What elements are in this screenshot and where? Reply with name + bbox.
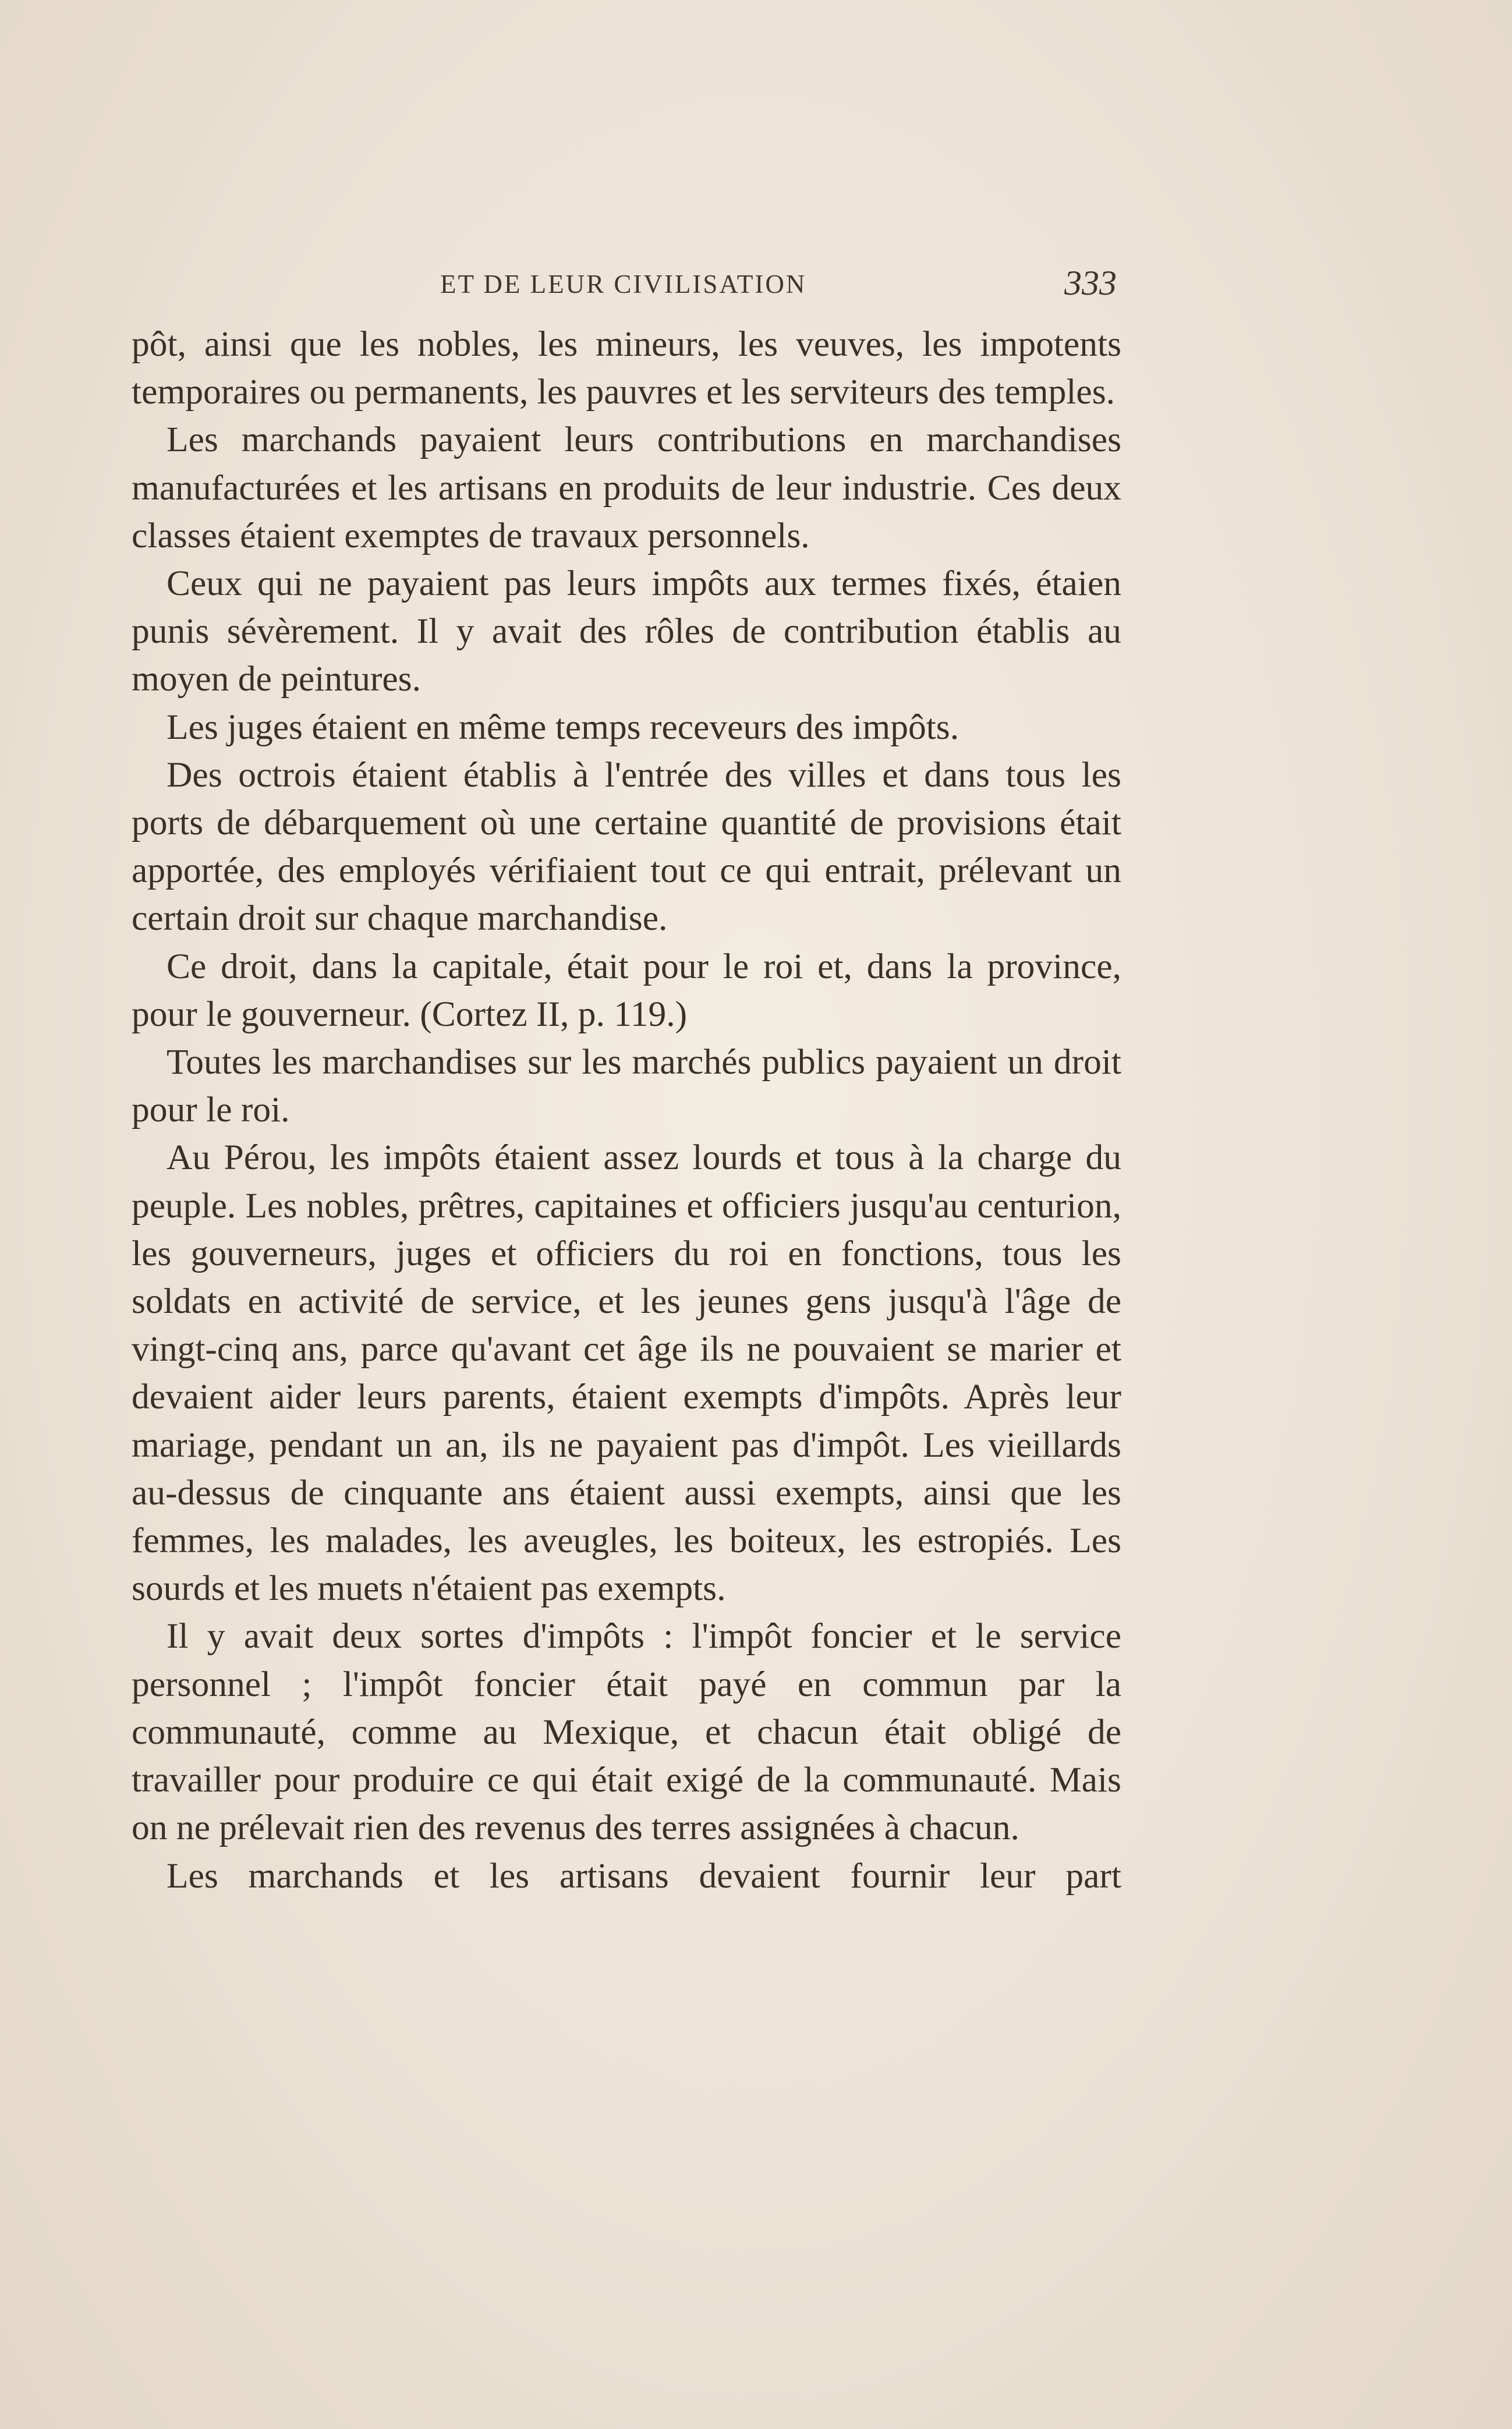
paragraph: pôt, ainsi que les nobles, les mineurs, les veuves, les impotents temporaires ou permanents, les pauvres et les serviteurs des temples. xyxy=(132,324,1121,412)
body-text xyxy=(132,320,1121,1900)
page-header xyxy=(133,263,1117,305)
paragraph: Des octrois étaient établis à l'entrée des villes et dans tous les ports de débarquement où une certaine quantité de provisions était apportée, des employés vérifiaient tout ce qui entrait, prélevant un certain droit sur chaque marchandise. xyxy=(132,755,1121,939)
page-number: 333 xyxy=(1064,264,1117,302)
paragraph: Les juges étaient en même temps receveurs des impôts. xyxy=(167,707,959,747)
paragraph: Ce droit, dans la capitale, était pour le roi et, dans la province, pour le gouverneur. (Cortez II, p. 119.) xyxy=(132,946,1121,1034)
paragraph: Les marchands payaient leurs contributions en marchandises manufacturées et les artisans en produits de leur industrie. Ces deux classes étaient exemptes de travaux personnels. xyxy=(132,420,1121,555)
paragraph: Les marchands et les artisans devaient fournir leur part xyxy=(167,1856,1121,1896)
running-title: ET DE LEUR CIVILISATION xyxy=(440,270,807,299)
paragraph: Au Pérou, les impôts étaient assez lourds et tous à la charge du peuple. Les nobles, prêtres, capitaines et officiers jusqu'au centurion, les gouverneurs, juges et officiers du roi en fonctions, tous les soldats en activité de service, et les jeunes gens jusqu'à l'âge de vingt-cinq ans, parce qu'avant cet âge ils ne pouvaient se marier et devaient aider leurs parents, étaient exempts d'impôts. Après leur mariage, pendant un an, ils ne payaient pas d'impôt. Les vieillards au-dessus de cinquante ans étaient aussi exempts, ainsi que les femmes, les malades, les aveugles, les boiteux, les estropiés. Les sourds et les muets n'étaient pas exempts. xyxy=(132,1138,1121,1609)
paragraph: Il y avait deux sortes d'impôts : l'impôt foncier et le service personnel ; l'impôt foncier était payé en commun par la communauté, comme au Mexique, et chacun était obligé de travailler pour produire ce qui était exigé de la communauté. Mais on ne prélevait rien des revenus des terres assignées à chacun. xyxy=(132,1616,1121,1848)
paragraph: Toutes les marchandises sur les marchés publics payaient un droit pour le roi. xyxy=(132,1042,1121,1130)
paragraph: Ceux qui ne payaient pas leurs impôts aux termes fixés, étaien punis sévèrement. Il y avait des rôles de contribution établis au moyen de peintures. xyxy=(132,564,1121,699)
